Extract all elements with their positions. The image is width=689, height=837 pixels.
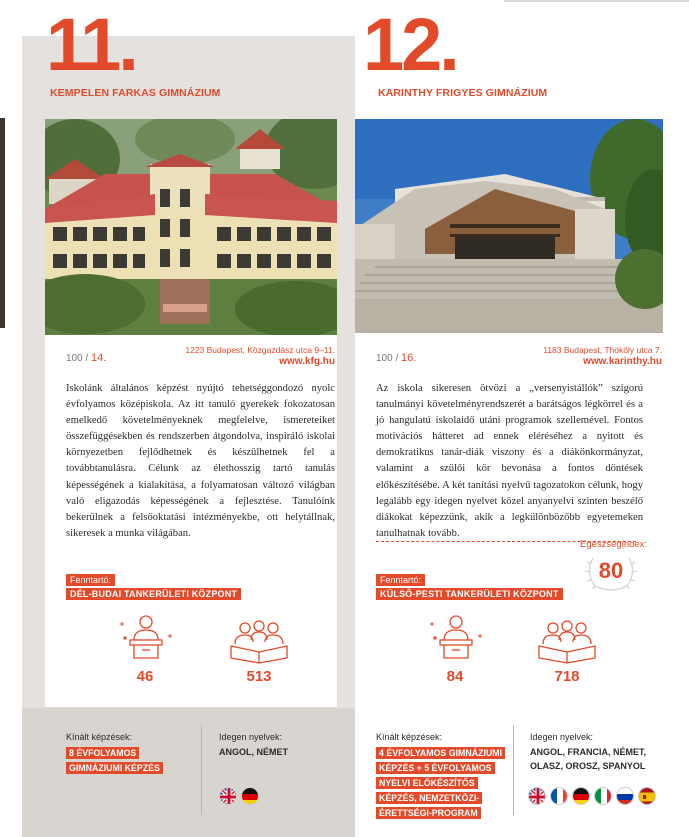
school-photo xyxy=(45,119,337,335)
ranking xyxy=(376,352,416,364)
offer-label: Kínált képzések: xyxy=(66,732,133,742)
offer-line: 8 ÉVFOLYAMOS xyxy=(66,747,139,759)
offer-line: ÉRETTSÉGI-PROGRAM xyxy=(376,807,481,819)
teacher-count: 84 xyxy=(446,668,464,685)
address: 1183 Budapest, Thököly utca 7. xyxy=(543,345,662,355)
offer-line: KÉPZÉS, NEMZETKÖZI- xyxy=(376,792,482,804)
website-link[interactable]: www.kfg.hu xyxy=(279,356,335,367)
germany-flag-icon xyxy=(241,787,259,805)
ranking xyxy=(66,352,106,364)
top-rule xyxy=(504,0,689,2)
maintainer-name: KÜLSŐ-PESTI TANKERÜLETI KÖZPONT xyxy=(376,588,563,600)
maintainer-label: Fenntartó: xyxy=(66,574,115,586)
student-count: 513 xyxy=(246,668,272,685)
france-flag-icon xyxy=(550,787,568,805)
flag-row xyxy=(219,787,259,805)
teacher-icon xyxy=(116,614,176,669)
students-icon xyxy=(225,620,293,669)
school-name: KEMPELEN FARKAS GIMNÁZIUM xyxy=(50,87,221,99)
address: 1223 Budapest, Közgazdász utca 9–11. xyxy=(185,345,335,355)
languages-list xyxy=(530,745,646,773)
school-number: 11. xyxy=(46,3,136,86)
offer-label: Kínált képzések: xyxy=(376,732,443,742)
ranking-position: 16. xyxy=(401,352,417,364)
health-index-value: 80 xyxy=(598,558,624,583)
languages-line: ANGOL, FRANCIA, NÉMET, xyxy=(530,747,646,757)
ranking-total: 100 / xyxy=(66,353,89,364)
school-name: KARINTHY FRIGYES GIMNÁZIUM xyxy=(378,87,548,99)
teacher-icon xyxy=(426,614,486,669)
languages-line: OLASZ, OROSZ, SPANYOL xyxy=(530,761,646,771)
offer-list xyxy=(66,746,163,776)
spain-flag-icon xyxy=(638,787,656,805)
school-photo xyxy=(355,119,663,333)
students-icon xyxy=(533,620,601,669)
website-link[interactable]: www.karinthy.hu xyxy=(583,356,662,367)
offer-line: KÉPZÉS + 5 ÉVFOLYAMOS xyxy=(376,762,495,774)
uk-flag-icon xyxy=(528,787,546,805)
russia-flag-icon xyxy=(616,787,634,805)
germany-flag-icon xyxy=(572,787,590,805)
offer-list xyxy=(376,746,505,821)
italy-flag-icon xyxy=(594,787,612,805)
student-count: 718 xyxy=(554,668,580,685)
previous-page-photo-edge xyxy=(0,118,5,328)
maintainer-name: DÉL-BUDAI TANKERÜLETI KÖZPONT xyxy=(66,588,241,600)
maintainer-label: Fenntartó: xyxy=(376,574,425,586)
vertical-divider xyxy=(513,725,514,815)
offer-line: 4 ÉVFOLYAMOS GIMNÁZIUMI xyxy=(376,747,505,759)
ranking-total: 100 / xyxy=(376,353,399,364)
languages-label: Idegen nyelvek: xyxy=(530,732,594,742)
health-index-label: Egészségindex: xyxy=(580,539,648,550)
vertical-divider xyxy=(201,725,202,815)
school-description: Az iskola sikeresen ötvözi a „versenyistállók” szigorú tanulmányi követelményrendszerét a barátságos légkörrel és a jó hangulatú iskolaidő utáni programok szellemével. Fontos motivációs hátteret ad ennek eléréséhez a nyitott és demokratikus tanár-diák viszony és a diákönkormányzat, valamint a szülői kör bevonása a fontos döntések előkészítésébe. A két tanítási nyelvű tagozatokon célunk, hogy legalább egy idegen nyelvet közel anyanyelvi szinten beszélő diákokat képezzünk, akik a legkülönbözőbb egyetemeken tanulhatnak tovább. xyxy=(376,383,643,539)
teacher-count: 46 xyxy=(136,668,154,685)
school-number: 12. xyxy=(363,3,457,86)
uk-flag-icon xyxy=(219,787,237,805)
offer-line: GIMNÁZIUMI KÉPZÉS xyxy=(66,762,163,774)
languages-label: Idegen nyelvek: xyxy=(219,732,283,742)
school-description: Iskolánk általános képzést nyújtó tehetséggondozó nyolc évfolyamos középiskola. Az itt tanuló gyerekek fokozatosan emelkedő követelményeknek megfelelve, ismereteiket összefüggésekben és rendszerben átgondolva, inspiráló iskolai környezetben fejlődhetnek és készülhetnek fel a továbbtanulásra. Célunk az élethosszig tartó tanulás képességének a kialakítása, a folyamatosan változó világban való eligazodás képességének a fejlesztése. Tanulóink bekerülnek a felsőoktatási intézményekbe, ott helytállnak, sikeresek a munka világában. xyxy=(66,383,335,539)
ranking-position: 14. xyxy=(91,352,107,364)
languages-list: ANGOL, NÉMET xyxy=(219,747,288,757)
flag-row xyxy=(528,787,656,805)
offer-line: NYELVI ELŐKÉSZÍTŐS xyxy=(376,777,478,789)
